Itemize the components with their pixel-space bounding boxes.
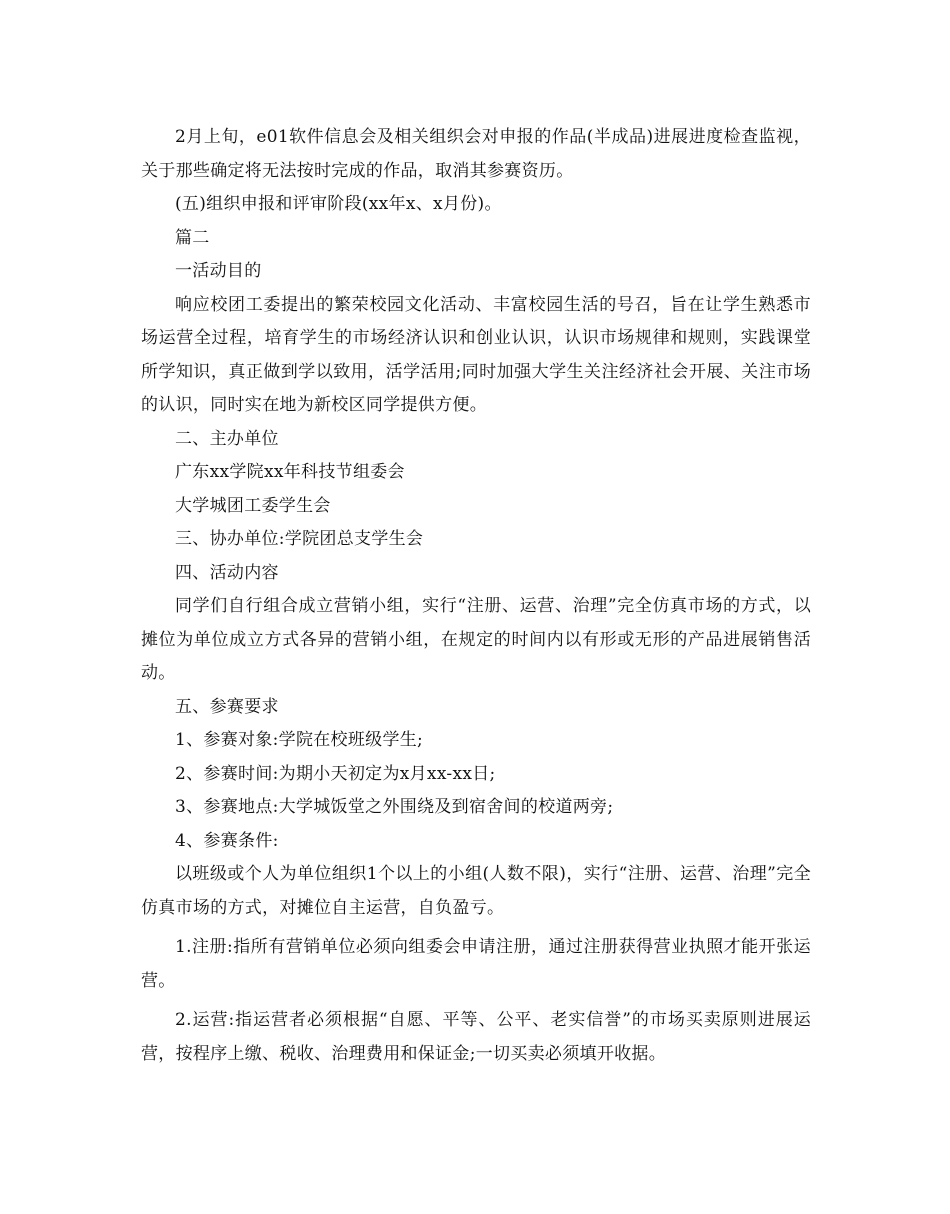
paragraph-stage-five: (五)组织申报和评审阶段(xx年x、x月份)。 <box>175 194 502 214</box>
paragraph-organizer-2: 大学城团工委学生会 <box>175 495 331 516</box>
paragraph-activity-purpose: 响应校团工委提出的繁荣校园文化活动、丰富校园生活的号召，旨在让学生熟悉市场运营全过程，培育学生的市场经济认识和创业认识，认识市场规律和规则，实践课堂所学知识，真正做到学以致用，活学活用;同时加强大学生关注经济社会开展、关注市场的认识，同时实在地为新校区同学提供方便。 <box>141 294 811 415</box>
paragraph-conditions-detail: 以班级或个人为单位组织1个以上的小组(人数不限)，实行“注册、运营、治理”完全仿真市场的方式，对摊位自主运营，自负盈亏。 <box>141 864 811 918</box>
paragraph-organizer-1: 广东xx学院xx年科技节组委会 <box>175 462 405 482</box>
section-heading-co-organizer: 三、协办单位:学院团总支学生会 <box>175 529 424 549</box>
section-heading-activity-content: 四、活动内容 <box>175 562 279 583</box>
list-item-time: 2、参赛时间:为期小天初定为x月xx-xx日; <box>175 763 496 784</box>
list-item-participants: 1、参赛对象:学院在校班级学生; <box>175 730 424 750</box>
paragraph-progress-check: 2月上旬，e01软件信息会及相关组织会对申报的作品(半成品)进展进度检查监视，关于那些确定将无法按时完成的作品，取消其参赛资历。 <box>141 127 811 181</box>
paragraph-operation: 2.运营:指运营者必须根据“自愿、平等、公平、老实信誉”的市场买卖原则进展运营，按程序上缴、税收、治理费用和保证金;一切买卖必须填开收据。 <box>141 1010 811 1064</box>
paragraph-activity-content: 同学们自行组合成立营销小组，实行“注册、运营、治理”完全仿真市场的方式，以摊位为单位成立方式各异的营销小组，在规定的时间内以有形或无形的产品进展销售活动。 <box>141 596 811 683</box>
list-item-conditions: 4、参赛条件: <box>175 830 279 851</box>
section-heading-organizer: 二、主办单位 <box>175 428 279 449</box>
section-heading-part-two: 篇二 <box>175 227 210 248</box>
paragraph-registration: 1.注册:指所有营销单位必须向组委会申请注册，通过注册获得营业执照才能开张运营。 <box>141 937 811 991</box>
section-heading-requirements: 五、参赛要求 <box>175 696 279 717</box>
list-item-location: 3、参赛地点:大学城饭堂之外围绕及到宿舍间的校道两旁; <box>175 797 614 817</box>
section-heading-activity-purpose: 一活动目的 <box>175 261 262 281</box>
document-body <box>141 121 811 1071</box>
